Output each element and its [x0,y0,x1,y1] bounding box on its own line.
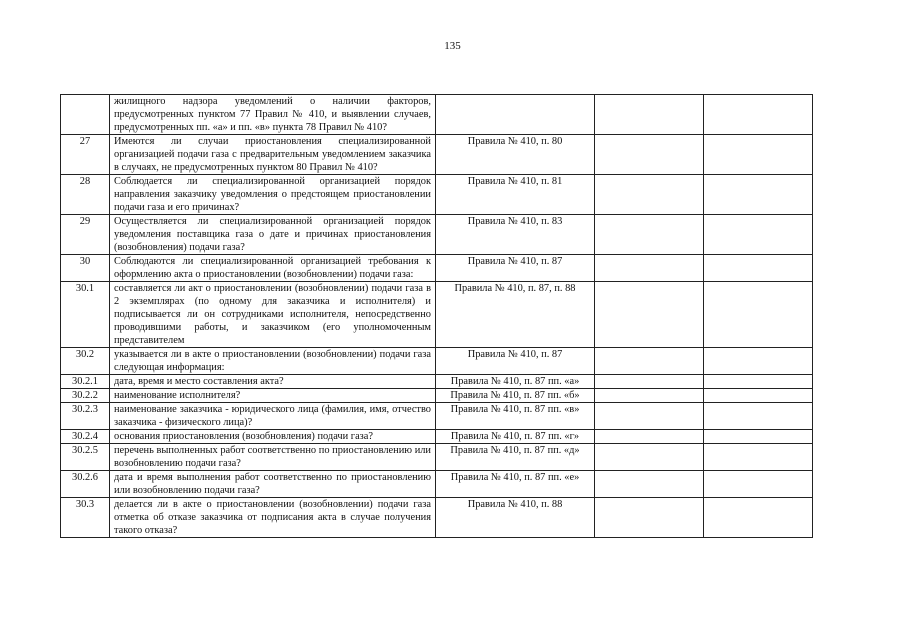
table-row [61,498,813,538]
question-text: основания приостановления (возобновления) подачи газа? [110,430,436,444]
note-cell [704,471,813,498]
table-row [61,95,813,135]
note-cell [704,375,813,389]
question-text: указывается ли в акте о приостановлении (возобновлении) подачи газа следующая информация: [110,348,436,375]
answer-cell [595,389,704,403]
item-number: 30.2 [61,348,110,375]
item-number: 30.2.5 [61,444,110,471]
table-row [61,175,813,215]
checklist-table [60,94,813,538]
legal-reference: Правила № 410, п. 87, п. 88 [436,282,595,348]
legal-reference: Правила № 410, п. 87 [436,255,595,282]
answer-cell [595,95,704,135]
answer-cell [595,430,704,444]
item-number: 30.2.6 [61,471,110,498]
answer-cell [595,444,704,471]
note-cell [704,215,813,255]
answer-cell [595,348,704,375]
legal-reference: Правила № 410, п. 87 [436,348,595,375]
question-text: дата, время и место составления акта? [110,375,436,389]
answer-cell [595,498,704,538]
legal-reference: Правила № 410, п. 88 [436,498,595,538]
question-text: Соблюдается ли специализированной организацией порядок направления заказчику уведомления о предстоящем приостановлении подачи газа и его причинах? [110,175,436,215]
question-text: Соблюдаются ли специализированной организацией требования к оформлению акта о приостановлении (возобновлении) подачи газа: [110,255,436,282]
table-row [61,255,813,282]
note-cell [704,175,813,215]
answer-cell [595,215,704,255]
note-cell [704,348,813,375]
question-text: Имеются ли случаи приостановления специализированной организацией подачи газа с предварительным уведомлением заказчика в случаях, не предусмотренных пунктом 80 Правил № 410? [110,135,436,175]
note-cell [704,389,813,403]
item-number: 30.2.2 [61,389,110,403]
question-text: дата и время выполнения работ соответственно по приостановлению или возобновлению подачи газа? [110,471,436,498]
legal-reference: Правила № 410, п. 87 пп. «а» [436,375,595,389]
note-cell [704,255,813,282]
question-text: составляется ли акт о приостановлении (возобновлении) подачи газа в 2 экземплярах (по одному для заказчика и исполнителя) и подписывается ли он сотрудниками исполнителя, непосредственно проводившими работы, и заказчиком (его уполномоченным представителем [110,282,436,348]
legal-reference: Правила № 410, п. 81 [436,175,595,215]
answer-cell [595,255,704,282]
note-cell [704,498,813,538]
table-row [61,375,813,389]
item-number: 29 [61,215,110,255]
legal-reference: Правила № 410, п. 87 пп. «е» [436,471,595,498]
note-cell [704,444,813,471]
page-number: 135 [444,40,461,52]
question-text: жилищного надзора уведомлений о наличии факторов, предусмотренных пунктом 77 Правил № 410, и выявлении случаев, предусмотренных пп. «а» и пп. «в» пункта 78 Правил № 410? [110,95,436,135]
table-row [61,403,813,430]
legal-reference [436,95,595,135]
item-number: 30.2.3 [61,403,110,430]
table-row [61,389,813,403]
item-number: 30.1 [61,282,110,348]
table-row [61,430,813,444]
table-row [61,348,813,375]
note-cell [704,135,813,175]
item-number: 30 [61,255,110,282]
item-number: 30.2.1 [61,375,110,389]
item-number: 27 [61,135,110,175]
answer-cell [595,282,704,348]
legal-reference: Правила № 410, п. 83 [436,215,595,255]
legal-reference: Правила № 410, п. 87 пп. «г» [436,430,595,444]
item-number: 30.3 [61,498,110,538]
table-row [61,135,813,175]
note-cell [704,430,813,444]
answer-cell [595,471,704,498]
answer-cell [595,403,704,430]
note-cell [704,403,813,430]
legal-reference: Правила № 410, п. 87 пп. «д» [436,444,595,471]
question-text: наименование исполнителя? [110,389,436,403]
note-cell [704,95,813,135]
answer-cell [595,135,704,175]
question-text: наименование заказчика - юридического лица (фамилия, имя, отчество заказчика - физического лица)? [110,403,436,430]
item-number: 30.2.4 [61,430,110,444]
question-text: делается ли в акте о приостановлении (возобновлении) подачи газа отметка об отказе заказчика от подписания акта в случае получения такого отказа? [110,498,436,538]
legal-reference: Правила № 410, п. 87 пп. «в» [436,403,595,430]
item-number: 28 [61,175,110,215]
answer-cell [595,375,704,389]
table-row [61,215,813,255]
item-number [61,95,110,135]
note-cell [704,282,813,348]
question-text: Осуществляется ли специализированной организацией порядок уведомления поставщика газа о дате и причинах приостановления (возобновления) подачи газа? [110,215,436,255]
question-text: перечень выполненных работ соответственно по приостановлению или возобновлению подачи газа? [110,444,436,471]
answer-cell [595,175,704,215]
table-row [61,444,813,471]
table-row [61,471,813,498]
table-row [61,282,813,348]
legal-reference: Правила № 410, п. 87 пп. «б» [436,389,595,403]
legal-reference: Правила № 410, п. 80 [436,135,595,175]
